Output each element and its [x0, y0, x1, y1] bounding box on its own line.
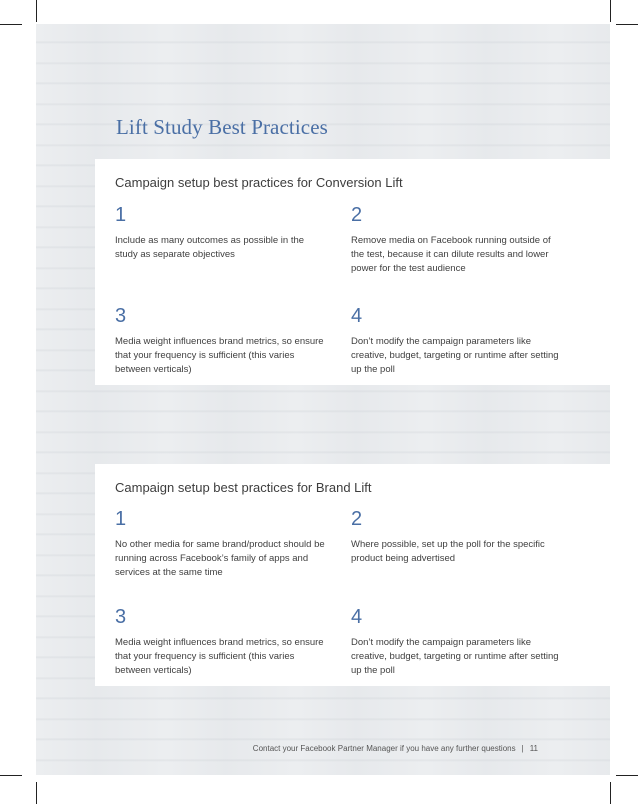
crop-mark: [616, 775, 638, 776]
practice-item: [351, 606, 561, 678]
practice-item: [351, 508, 561, 566]
crop-mark: [36, 0, 37, 22]
practice-text: Remove media on Facebook running outside of the test, because it can dilute results and lower power for the test audience: [351, 235, 551, 274]
crop-mark: [0, 775, 22, 776]
practice-text: Where possible, set up the poll for the specific product being advertised: [351, 539, 545, 564]
page-background: [36, 24, 610, 775]
crop-mark: [610, 782, 611, 804]
practice-number: 4: [351, 606, 363, 628]
crop-mark: [616, 24, 638, 25]
practice-text: Include as many outcomes as possible in the study as separate objectives: [115, 235, 305, 260]
practice-number: 3: [115, 305, 127, 327]
card-heading: Campaign setup best practices for Brand Lift: [115, 480, 372, 495]
page-number: 11: [529, 744, 538, 753]
practice-number: 3: [115, 606, 127, 628]
practice-item: [115, 606, 325, 678]
conversion-lift-card: [95, 159, 619, 385]
crop-mark: [36, 782, 37, 804]
practice-text: Media weight influences brand metrics, so ensure that your frequency is sufficient (this varies between verticals): [115, 336, 324, 375]
practice-item: [351, 204, 561, 276]
practice-number: 2: [351, 508, 363, 530]
practice-number: 4: [351, 305, 363, 327]
page-footer: [253, 744, 538, 753]
practice-text: Don’t modify the campaign parameters like creative, budget, targeting or runtime after setting up the poll: [351, 637, 559, 676]
practice-item: [115, 204, 325, 262]
practice-text: Media weight influences brand metrics, so ensure that your frequency is sufficient (this varies between verticals): [115, 637, 324, 676]
practice-number: 2: [351, 204, 363, 226]
practice-item: [351, 305, 561, 377]
practice-item: [115, 305, 325, 377]
practice-text: Don’t modify the campaign parameters like creative, budget, targeting or runtime after setting up the poll: [351, 336, 559, 375]
page-title: Lift Study Best Practices: [116, 115, 328, 139]
brand-lift-card: [95, 464, 619, 686]
practice-number: 1: [115, 508, 127, 530]
crop-mark: [610, 0, 611, 22]
practice-text: No other media for same brand/product should be running across Facebook’s family of apps and services at the same time: [115, 539, 325, 578]
card-heading: Campaign setup best practices for Conversion Lift: [115, 175, 403, 190]
crop-mark: [0, 24, 22, 25]
practice-number: 1: [115, 204, 127, 226]
footer-separator: |: [521, 744, 524, 753]
footer-text: Contact your Facebook Partner Manager if you have any further questions: [252, 744, 516, 753]
practice-item: [115, 508, 325, 580]
